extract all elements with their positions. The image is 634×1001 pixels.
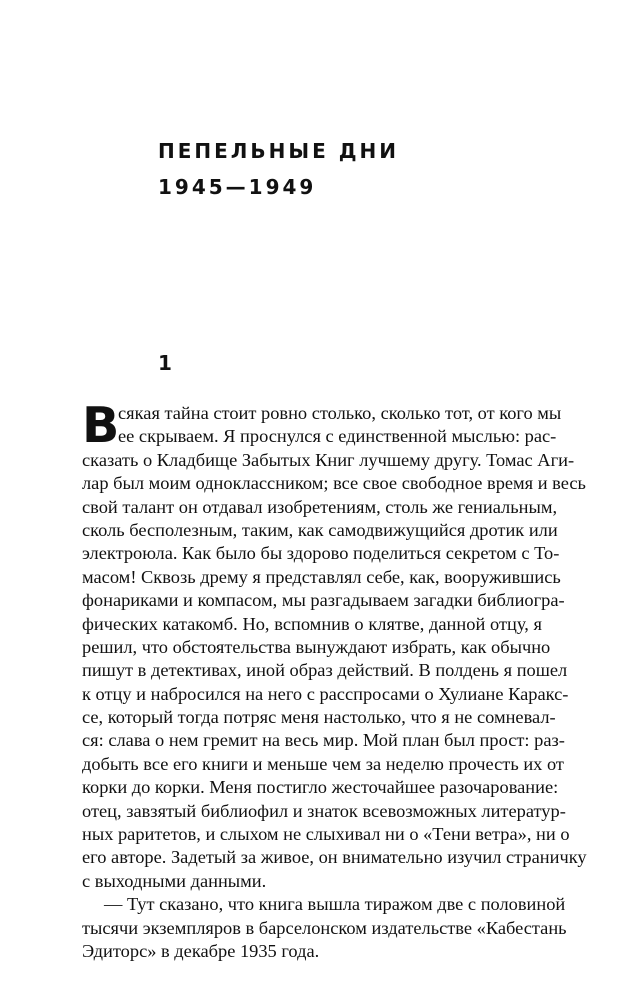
text-line: к отцу и набросился на него с расспросами о Хулиане Каракс-: [82, 683, 569, 704]
text-line: корки до корки. Меня постигло жесточайшее разочарование:: [82, 777, 559, 798]
text-line: лар был моим одноклассником; все свое свободное время и весь: [82, 473, 586, 494]
text-line: пишут в детективах, иной образ действий. В полдень я пошел: [82, 660, 568, 681]
chapter-body: [82, 397, 587, 963]
text-line: отец, завзятый библиофил и знаток всевозможных литератур-: [82, 800, 566, 821]
text-line: электроюла. Как было бы здорово поделиться секретом с То-: [82, 543, 560, 564]
text-line: — Тут сказано, что книга вышла тиражом две с половиной: [104, 894, 566, 915]
text-line: се, который тогда потряс меня настолько, что я не сомневал-: [82, 707, 556, 728]
text-line: решил, что обстоятельства вынуждают избрать, как обычно: [82, 636, 551, 657]
chapter-number: 1: [158, 351, 172, 375]
paragraph-2: [82, 893, 567, 963]
text-line: сякая тайна стоит ровно столько, сколько тот, от кого мы: [118, 403, 562, 423]
text-line: сколь бесполезным, таким, как самодвижущийся дротик или: [82, 519, 558, 540]
text-line: с выходными данными.: [82, 870, 267, 891]
text-line: ся: слава о нем гремит на весь мир. Мой план был прост: раз-: [82, 730, 565, 751]
text-line: сказать о Кладбище Забытых Книг лучшему другу. Томас Аги-: [82, 449, 575, 470]
part-title: [158, 133, 399, 205]
text-line: тысячи экземпляров в барселонском издательстве «Кабестань: [82, 917, 567, 938]
part-title-years: 1945—1949: [158, 175, 317, 199]
text-line: его авторе. Задетый за живое, он внимательно изучил страничку: [82, 847, 587, 868]
text-line: масом! Сквозь дрему я представлял себе, как, вооружившись: [82, 566, 561, 587]
text-line: ных раритетов, и слыхом не слыхивал ни о «Тени ветра», ни о: [82, 824, 570, 845]
text-line: фических катакомб. Но, вспомнив о клятве, данной отцу, я: [82, 613, 542, 634]
drop-cap: В: [82, 397, 120, 454]
text-line: фонариками и компасом, мы разгадываем загадки библиогра-: [82, 590, 565, 611]
text-line: ее скрываем. Я проснулся с единственной мыслью: рас-: [118, 426, 557, 447]
text-line: Эдиторс» в декабре 1935 года.: [82, 940, 320, 961]
text-line: свой талант он отдавал изобретениям, столь же гениальным,: [82, 496, 558, 517]
text-line: добыть все его книги и меньше чем за неделю прочесть их от: [82, 753, 564, 774]
part-title-name: ПЕПЕЛЬНЫЕ ДНИ: [158, 139, 400, 163]
paragraph-1: [82, 397, 587, 893]
